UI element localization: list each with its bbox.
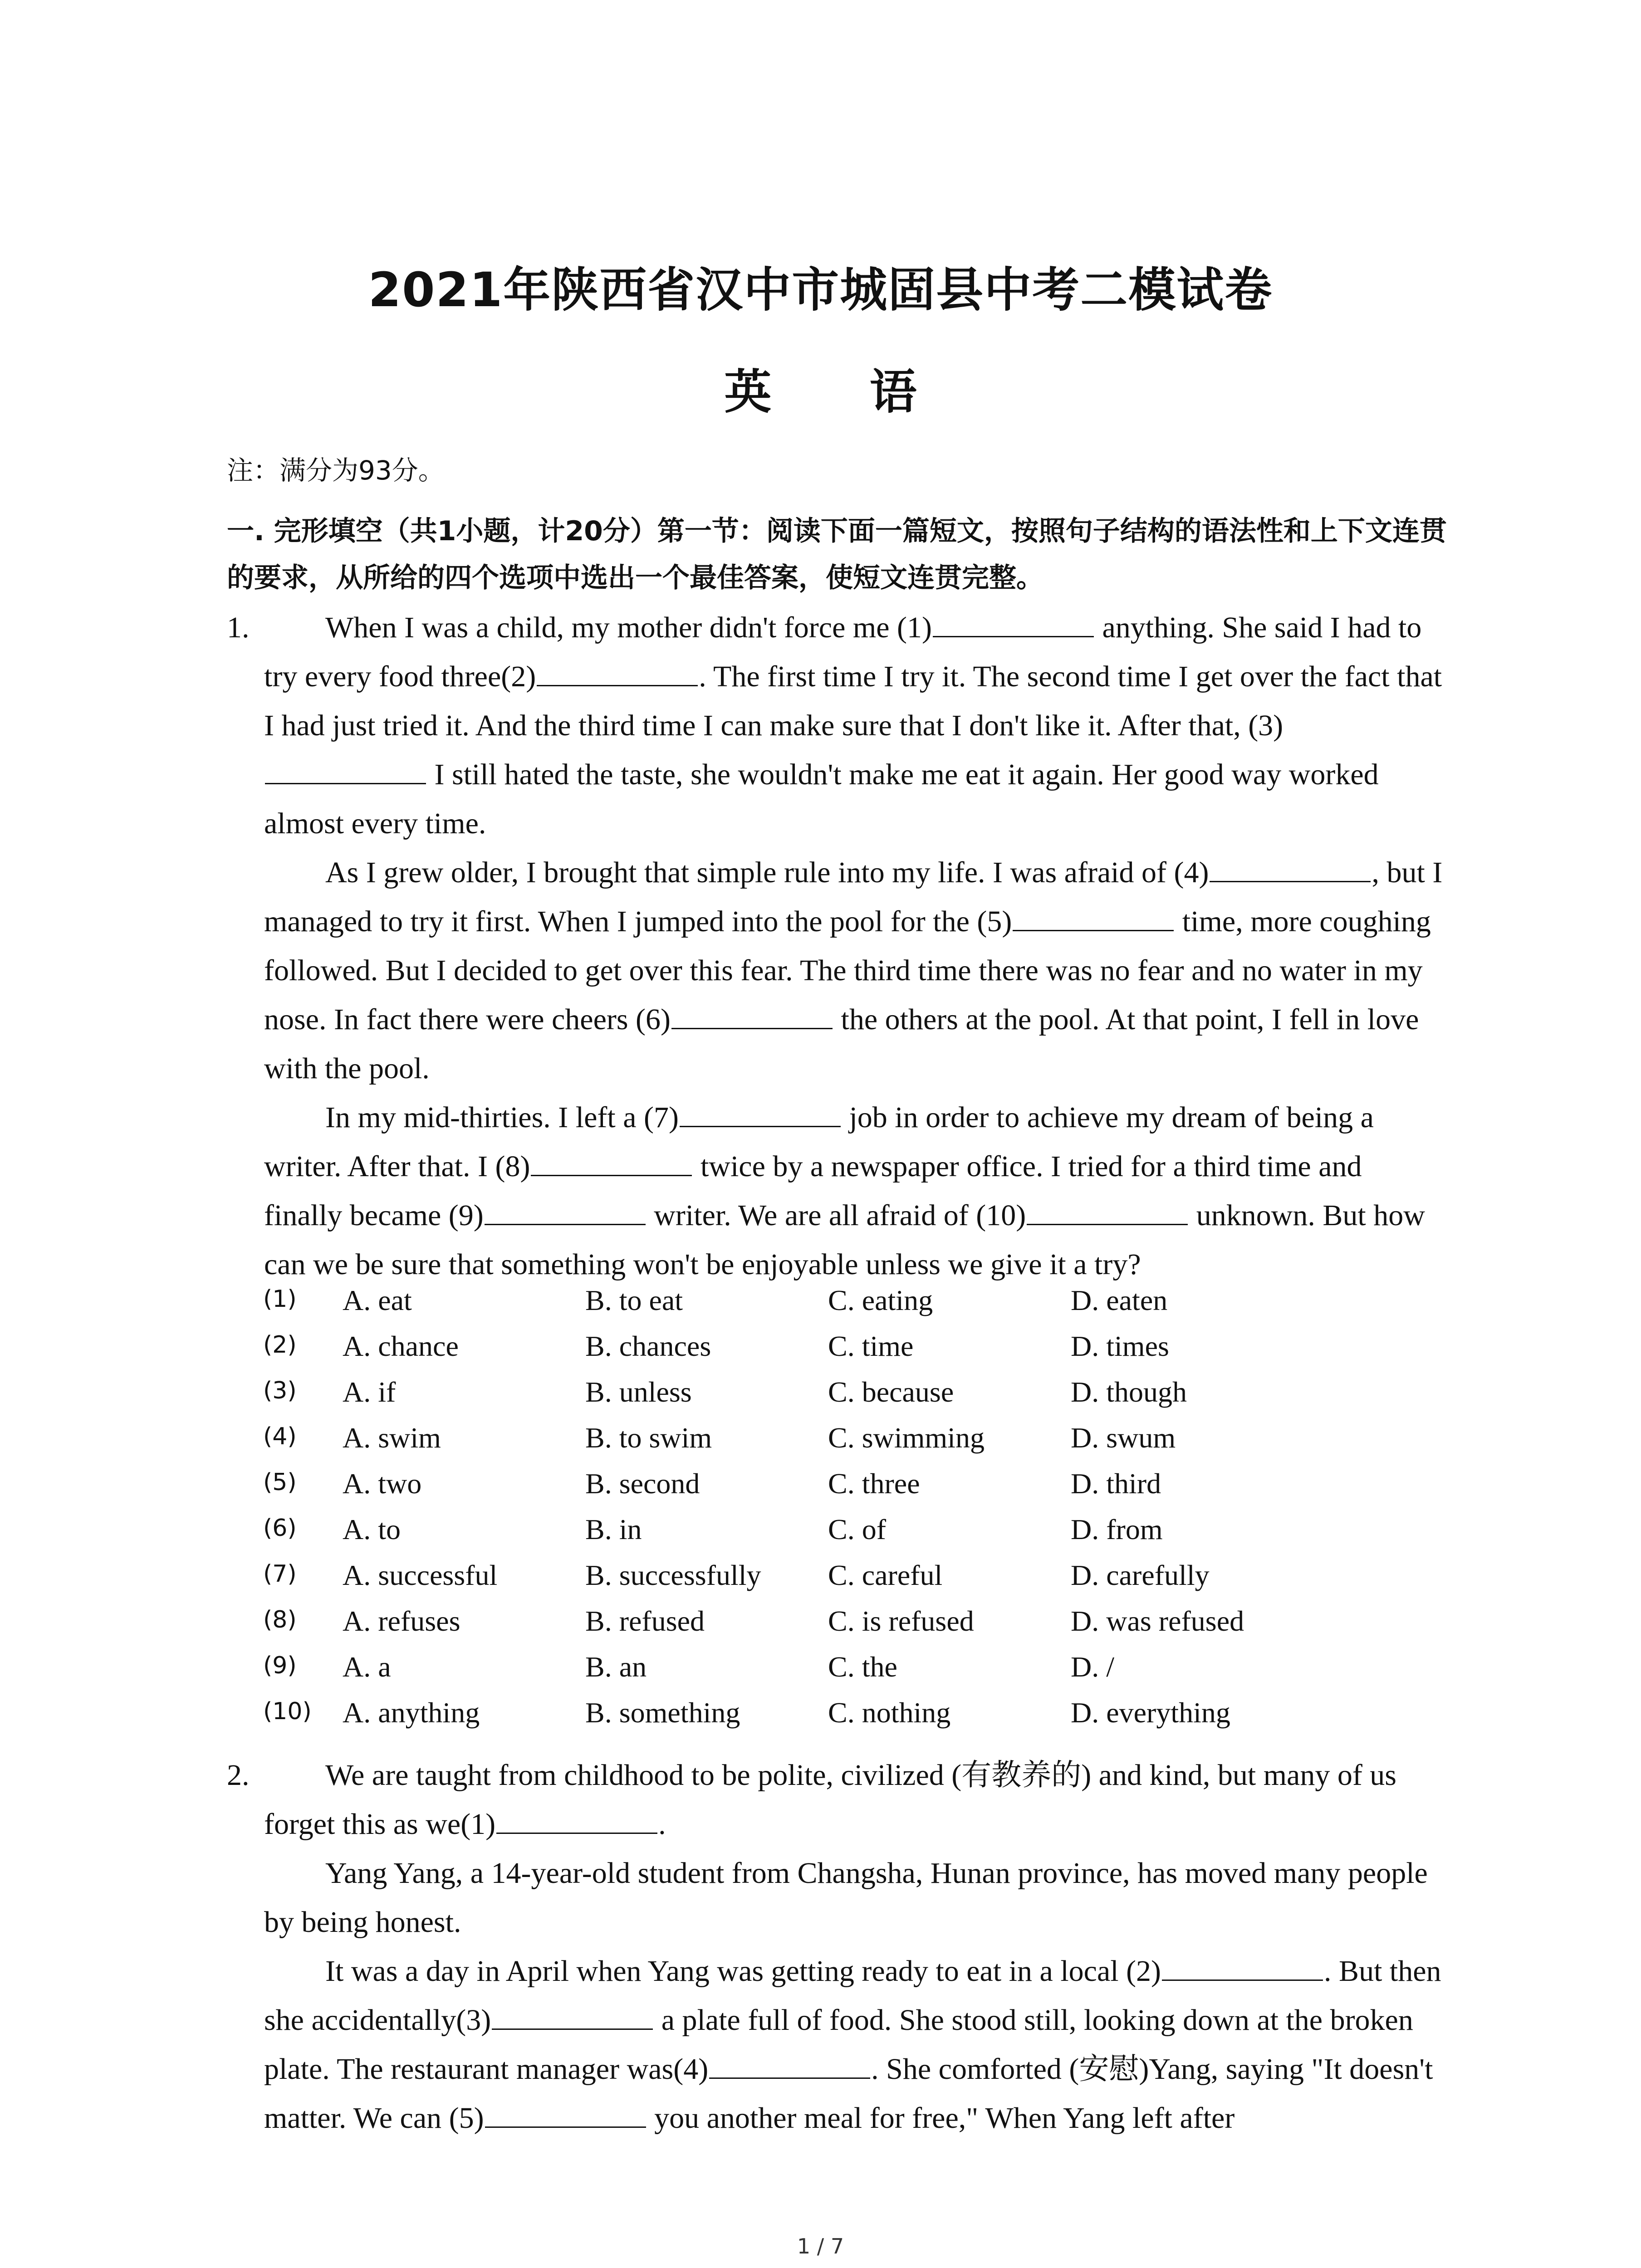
- passage-text: We are taught from childhood to be polite, civilized (有教养的) and kind, but many of us forget this as we(1): [264, 1759, 1396, 1841]
- option-c[interactable]: C. of: [828, 1513, 886, 1545]
- option-d[interactable]: D. eaten: [1071, 1284, 1168, 1316]
- option-b[interactable]: B. second: [585, 1467, 700, 1500]
- option-a[interactable]: A. two: [343, 1467, 422, 1500]
- option-number: (7): [263, 1560, 297, 1588]
- passage-text: As I grew older, I brought that simple rule into my life. I was afraid of (4): [325, 856, 1209, 889]
- option-a[interactable]: A. successful: [343, 1559, 498, 1591]
- answer-blank[interactable]: [531, 1145, 692, 1176]
- option-number: (8): [263, 1606, 297, 1633]
- answer-blank[interactable]: [671, 998, 833, 1029]
- passage-text: It was a day in April when Yang was getting ready to eat in a local (2): [325, 1955, 1161, 1988]
- option-c[interactable]: C. nothing: [828, 1696, 951, 1729]
- passage-text: . She comforted (安慰)Yang, saying "It doesn't matter. We can (5): [264, 2053, 1433, 2135]
- option-number: (4): [263, 1423, 297, 1450]
- answer-blank[interactable]: [485, 2097, 646, 2128]
- answer-blank[interactable]: [496, 1803, 657, 1834]
- passage-text: twice by a newspaper office. I tried for a third time and finally became (9): [264, 1150, 1362, 1232]
- answer-blank[interactable]: [485, 1194, 646, 1225]
- answer-blank[interactable]: [1013, 900, 1174, 931]
- passage-text: job in order to achieve my dream of being a writer. After that. I (8): [264, 1101, 1374, 1183]
- passage-text: , but I managed to try it first. When I jumped into the pool for the (5): [264, 856, 1443, 938]
- section-heading: 一. 完形填空（共1小题，计20分）第一节：阅读下面一篇短文，按照句子结构的语法性和上下文连贯的要求，从所给的四个选项中选出一个最佳答案，使短文连贯完整。: [227, 515, 1447, 594]
- passage-paragraph: [264, 1947, 1444, 2143]
- option-a[interactable]: A. refuses: [343, 1605, 460, 1637]
- answer-blank[interactable]: [1027, 1194, 1188, 1225]
- passage-text: In my mid-thirties. I left a (7): [325, 1101, 679, 1134]
- option-a[interactable]: A. if: [343, 1376, 396, 1408]
- option-number: (2): [263, 1331, 297, 1359]
- option-a[interactable]: A. eat: [343, 1284, 412, 1316]
- option-a[interactable]: A. anything: [343, 1696, 480, 1729]
- answer-blank[interactable]: [1162, 1950, 1323, 1981]
- passage-text: I still hated the taste, she wouldn't make me eat it again. Her good way worked almost every time.: [264, 758, 1379, 840]
- option-number: (9): [263, 1652, 297, 1679]
- answer-blank[interactable]: [680, 1096, 841, 1127]
- passage-paragraph: [264, 848, 1444, 1093]
- option-b[interactable]: B. successfully: [585, 1559, 761, 1591]
- answer-blank[interactable]: [265, 753, 426, 784]
- answer-blank[interactable]: [1210, 851, 1371, 882]
- option-number: (5): [263, 1469, 297, 1496]
- answer-blank[interactable]: [933, 606, 1094, 637]
- option-b[interactable]: B. to eat: [585, 1284, 683, 1316]
- passage-text: you another meal for free," When Yang left after: [647, 2102, 1235, 2135]
- option-c[interactable]: C. because: [828, 1376, 954, 1408]
- option-b[interactable]: B. refused: [585, 1605, 705, 1637]
- passage-text: unknown. But how can we be sure that something won't be enjoyable unless we give it a try?: [264, 1199, 1425, 1281]
- passage-text: time, more coughing followed. But I decided to get over this fear. The third time there was no fear and no water in my nose. In fact there were cheers (6): [264, 905, 1431, 1036]
- option-d[interactable]: D. everything: [1071, 1696, 1230, 1729]
- page-number: 1 / 7: [797, 2234, 844, 2258]
- answer-blank[interactable]: [492, 1999, 653, 2030]
- subject-title: 英 语: [724, 364, 958, 420]
- passage-text: . The first time I try it. The second time I get over the fact that I had just tried it. And the third time I can make sure that I don't like it. After that, (3): [264, 660, 1442, 742]
- passage-paragraph: [264, 1093, 1444, 1289]
- option-b[interactable]: B. chances: [585, 1330, 711, 1362]
- passage-text: . But then she accidentally(3): [264, 1955, 1441, 2037]
- option-c[interactable]: C. careful: [828, 1559, 943, 1591]
- option-a[interactable]: A. swim: [343, 1422, 441, 1454]
- option-number: (6): [263, 1515, 297, 1542]
- option-d[interactable]: D. third: [1071, 1467, 1161, 1500]
- option-b[interactable]: B. in: [585, 1513, 642, 1545]
- passage-text: the others at the pool. At that point, I fell in love with the pool.: [264, 1003, 1419, 1085]
- question-number: 2.: [227, 1759, 250, 1792]
- passage-text: anything. She said I had to try every food three(2): [264, 611, 1422, 693]
- option-c[interactable]: C. is refused: [828, 1605, 974, 1637]
- passage-text: a plate full of food. She stood still, looking down at the broken plate. The restaurant manager was(4): [264, 2004, 1413, 2086]
- option-b[interactable]: B. to swim: [585, 1422, 712, 1454]
- passage-paragraph: [264, 1751, 1444, 1849]
- option-a[interactable]: A. a: [343, 1651, 391, 1683]
- option-number: (10): [263, 1698, 312, 1725]
- option-c[interactable]: C. eating: [828, 1284, 933, 1316]
- option-a[interactable]: A. to: [343, 1513, 401, 1545]
- option-b[interactable]: B. something: [585, 1696, 740, 1729]
- option-d[interactable]: D. times: [1071, 1330, 1169, 1362]
- option-c[interactable]: C. swimming: [828, 1422, 985, 1454]
- option-d[interactable]: D. /: [1071, 1651, 1114, 1683]
- option-b[interactable]: B. unless: [585, 1376, 692, 1408]
- answer-blank[interactable]: [709, 2048, 870, 2079]
- passage-text: .: [658, 1808, 666, 1841]
- option-c[interactable]: C. the: [828, 1651, 897, 1683]
- option-c[interactable]: C. time: [828, 1330, 914, 1362]
- answer-blank[interactable]: [537, 655, 698, 686]
- question-1: [227, 603, 1452, 1289]
- option-d[interactable]: D. carefully: [1071, 1559, 1210, 1591]
- exam-title: 2021年陕西省汉中市城固县中考二模试卷: [368, 262, 1273, 318]
- option-d[interactable]: D. swum: [1071, 1422, 1176, 1454]
- option-d[interactable]: D. was refused: [1071, 1605, 1244, 1637]
- option-a[interactable]: A. chance: [343, 1330, 459, 1362]
- option-d[interactable]: D. from: [1071, 1513, 1163, 1545]
- passage-text: When I was a child, my mother didn't force me (1): [325, 611, 932, 644]
- passage-text: writer. We are all afraid of (10): [646, 1199, 1026, 1232]
- passage-paragraph: Yang Yang, a 14-year-old student from Changsha, Hunan province, has moved many people by being honest.: [264, 1857, 1428, 1939]
- question-number: 1.: [227, 611, 250, 644]
- option-number: (1): [263, 1286, 297, 1313]
- score-note: 注：满分为93分。: [227, 455, 445, 486]
- option-number: (3): [263, 1377, 297, 1404]
- option-c[interactable]: C. three: [828, 1467, 920, 1500]
- passage-paragraph: [264, 603, 1444, 848]
- question-2: [227, 1751, 1452, 2143]
- option-d[interactable]: D. though: [1071, 1376, 1187, 1408]
- option-b[interactable]: B. an: [585, 1651, 647, 1683]
